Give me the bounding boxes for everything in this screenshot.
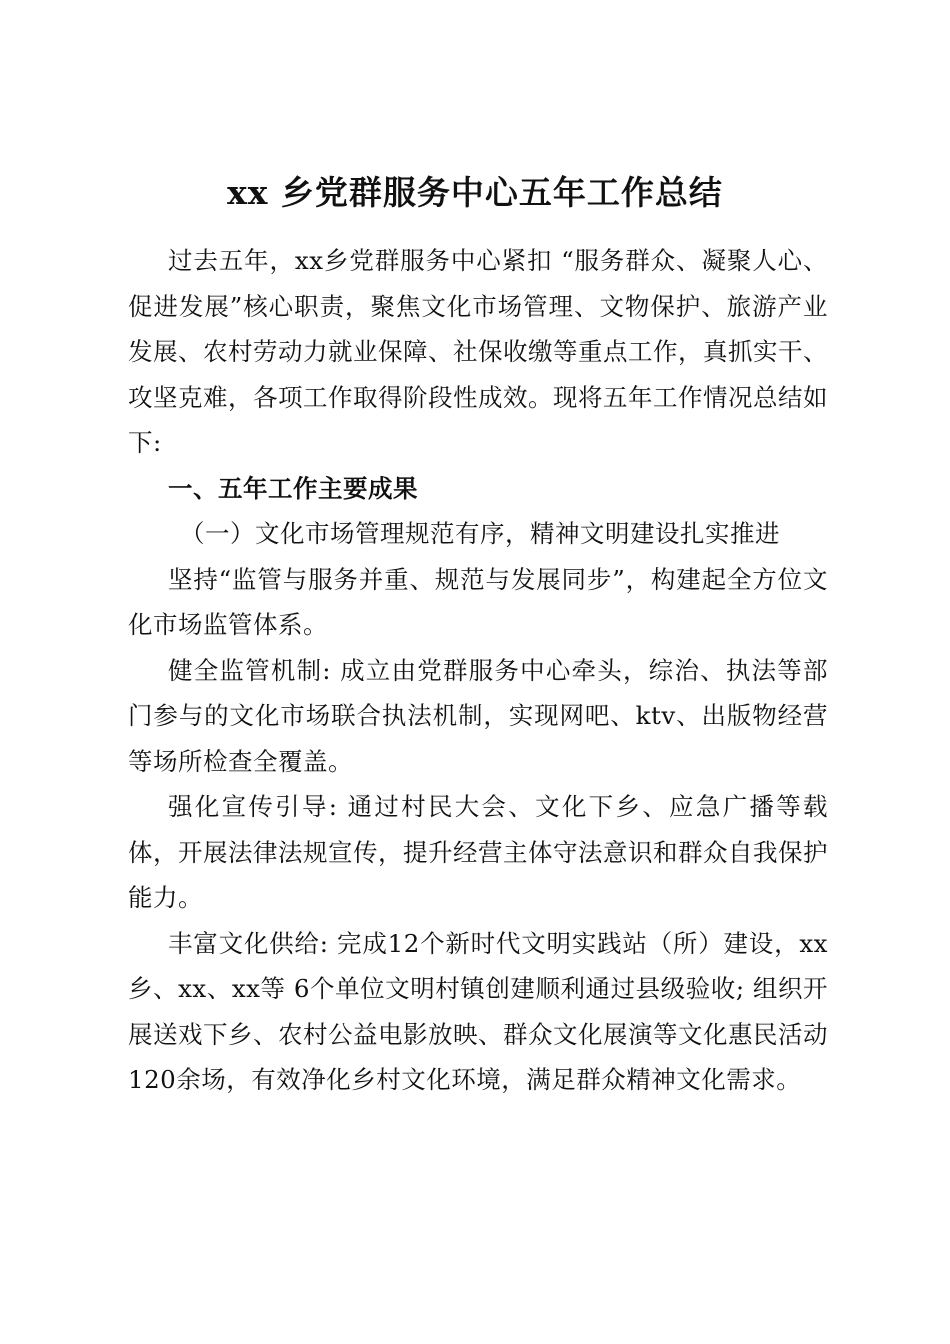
document-title: xx 乡党群服务中心五年工作总结	[227, 173, 723, 212]
subsection-heading-1: （一）文化市场管理规范有序，精神文明建设扎实推进	[180, 519, 780, 548]
document-body	[128, 238, 828, 1103]
paragraph-2: 健全监管机制: 成立由党群服务中心牵头，综治、执法等部门参与的文化市场联合执法机制，实现网吧、ktv、出版物经营等场所检查全覆盖。	[128, 655, 828, 776]
paragraph-1: 坚持“监管与服务并重、规范与发展同步”，构建起全方位文化市场监管体系。	[128, 564, 828, 639]
section-heading-1: 一、五年工作主要成果	[168, 473, 418, 503]
paragraph-3: 强化宣传引导: 通过村民大会、文化下乡、应急广播等载体，开展法律法规宣传，提升经营主体守法意识和群众自我保护能力。	[128, 792, 828, 912]
intro-paragraph: 过去五年，xx乡党群服务中心紧扣 “服务群众、凝聚人心、促进发展”核心职责，聚焦文化市场管理、文物保护、旅游产业发展、农村劳动力就业保障、社保收缴等重点工作，真抓实干、攻坚克难，各项工作取得阶段性成效。现将五年工作情况总结如下:	[128, 246, 828, 457]
paragraph-4: 丰富文化供给: 完成12个新时代文明实践站（所）建设，xx乡、xx、xx等 6个单位文明村镇创建顺利通过县级验收; 组织开展送戏下乡、农村公益电影放映、群众文化展演等文化惠民活动120余场，有效净化乡村文化环境，满足群众精神文化需求。	[128, 928, 828, 1094]
